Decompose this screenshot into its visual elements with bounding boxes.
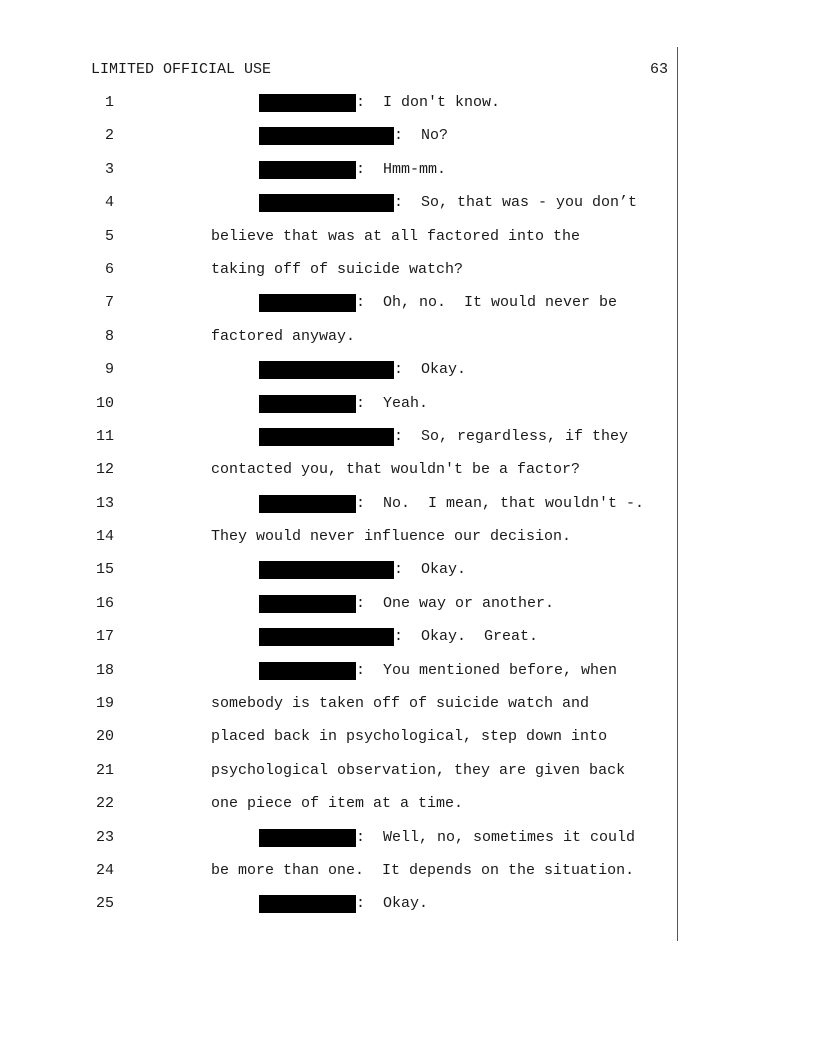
speaker-line <box>259 161 446 179</box>
transcript-line <box>0 94 816 127</box>
transcript-line <box>0 361 816 394</box>
line-text: one piece of item at a time. <box>211 795 464 813</box>
line-number: 6 <box>104 260 114 278</box>
continuation-line <box>211 228 580 246</box>
line-text: : You mentioned before, when <box>356 661 618 679</box>
speaker-line <box>259 194 637 212</box>
transcript-lines <box>0 94 816 929</box>
transcript-line <box>0 762 816 795</box>
transcript-line <box>0 829 816 862</box>
speaker-line <box>259 628 538 646</box>
transcript-line <box>0 395 816 428</box>
transcript-line <box>0 662 816 695</box>
continuation-line <box>211 795 463 813</box>
line-text: : So, regardless, if they <box>394 427 629 445</box>
line-number: 19 <box>95 695 114 713</box>
transcript-line <box>0 161 816 194</box>
transcript-line <box>0 728 816 761</box>
speaker-line <box>259 361 466 379</box>
continuation-line <box>211 762 625 780</box>
line-text: placed back in psychological, step down into <box>211 728 608 746</box>
redacted-speaker-name <box>259 395 356 413</box>
line-number: 25 <box>95 895 114 913</box>
speaker-line <box>259 662 617 680</box>
redacted-speaker-name <box>259 361 394 379</box>
redacted-speaker-name <box>259 94 356 112</box>
line-number: 24 <box>95 861 114 879</box>
transcript-line <box>0 528 816 561</box>
transcript-line <box>0 261 816 294</box>
transcript-line <box>0 194 816 227</box>
line-text: They would never influence our decision. <box>211 528 572 546</box>
line-text: : Hmm-mm. <box>356 160 447 178</box>
line-text: somebody is taken off of suicide watch and <box>211 695 590 713</box>
line-number: 20 <box>95 728 114 746</box>
speaker-line <box>259 495 644 513</box>
line-text: factored anyway. <box>211 327 356 345</box>
transcript-line <box>0 495 816 528</box>
transcript-line <box>0 294 816 327</box>
line-number: 9 <box>104 361 114 379</box>
redacted-speaker-name <box>259 662 356 680</box>
line-text: : Okay. Great. <box>394 628 539 646</box>
line-number: 17 <box>95 628 114 646</box>
speaker-line <box>259 94 500 112</box>
continuation-line <box>211 528 571 546</box>
transcript-line <box>0 628 816 661</box>
line-number: 1 <box>104 94 114 111</box>
line-text: : Oh, no. It would never be <box>356 294 618 312</box>
line-text: believe that was at all factored into the <box>211 227 581 245</box>
redacted-speaker-name <box>259 628 394 646</box>
line-text: : So, that was - you don’t <box>394 194 638 212</box>
line-text: be more than one. It depends on the situation. <box>211 861 635 879</box>
redacted-speaker-name <box>259 194 394 212</box>
redacted-speaker-name <box>259 595 356 613</box>
line-number: 16 <box>95 594 114 612</box>
line-number: 13 <box>95 494 114 512</box>
redacted-speaker-name <box>259 294 356 312</box>
speaker-line <box>259 294 617 312</box>
transcript-line <box>0 595 816 628</box>
transcript-line <box>0 228 816 261</box>
line-text: : Okay. <box>394 361 467 379</box>
speaker-line <box>259 428 628 446</box>
line-number: 14 <box>95 528 114 546</box>
line-number: 15 <box>95 561 114 579</box>
line-number: 10 <box>95 394 114 412</box>
line-text: : I don't know. <box>356 94 501 111</box>
redacted-speaker-name <box>259 829 356 847</box>
speaker-line <box>259 561 466 579</box>
line-text: : No. I mean, that wouldn't -. <box>356 494 645 512</box>
transcript-line <box>0 328 816 361</box>
transcript-line <box>0 862 816 895</box>
continuation-line <box>211 862 634 880</box>
line-number: 21 <box>95 761 114 779</box>
redacted-speaker-name <box>259 428 394 446</box>
redacted-speaker-name <box>259 895 356 913</box>
line-text: : One way or another. <box>356 594 555 612</box>
line-text: : Okay. <box>356 895 429 913</box>
line-number: 5 <box>104 227 114 245</box>
line-text: taking off of suicide watch? <box>211 260 464 278</box>
redacted-speaker-name <box>259 127 394 145</box>
line-number: 2 <box>104 127 114 145</box>
page-number: 63 <box>649 61 668 78</box>
line-number: 8 <box>104 327 114 345</box>
transcript-line <box>0 795 816 828</box>
transcript-line <box>0 127 816 160</box>
transcript-line <box>0 428 816 461</box>
transcript-line <box>0 895 816 928</box>
classification-header: LIMITED OFFICIAL USE <box>91 61 272 78</box>
continuation-line <box>211 328 355 346</box>
continuation-line <box>211 261 463 279</box>
continuation-line <box>211 461 580 479</box>
continuation-line <box>211 695 589 713</box>
line-number: 11 <box>95 427 114 445</box>
continuation-line <box>211 728 607 746</box>
line-number: 12 <box>95 461 114 479</box>
line-number: 3 <box>104 160 114 178</box>
line-number: 7 <box>104 294 114 312</box>
speaker-line <box>259 595 554 613</box>
line-text: contacted you, that wouldn't be a factor? <box>211 461 581 479</box>
speaker-line <box>259 127 448 145</box>
line-number: 22 <box>95 795 114 813</box>
transcript-line <box>0 695 816 728</box>
line-number: 4 <box>104 194 114 212</box>
redacted-speaker-name <box>259 161 356 179</box>
line-text: : No? <box>394 127 449 145</box>
line-text: : Well, no, sometimes it could <box>356 828 636 846</box>
redacted-speaker-name <box>259 561 394 579</box>
transcript-line <box>0 461 816 494</box>
line-number: 18 <box>95 661 114 679</box>
line-text: : Yeah. <box>356 394 429 412</box>
redacted-speaker-name <box>259 495 356 513</box>
line-number: 23 <box>95 828 114 846</box>
line-text: : Okay. <box>394 561 467 579</box>
speaker-line <box>259 395 428 413</box>
speaker-line <box>259 895 428 913</box>
transcript-line <box>0 561 816 594</box>
speaker-line <box>259 829 635 847</box>
line-text: psychological observation, they are given back <box>211 761 626 779</box>
